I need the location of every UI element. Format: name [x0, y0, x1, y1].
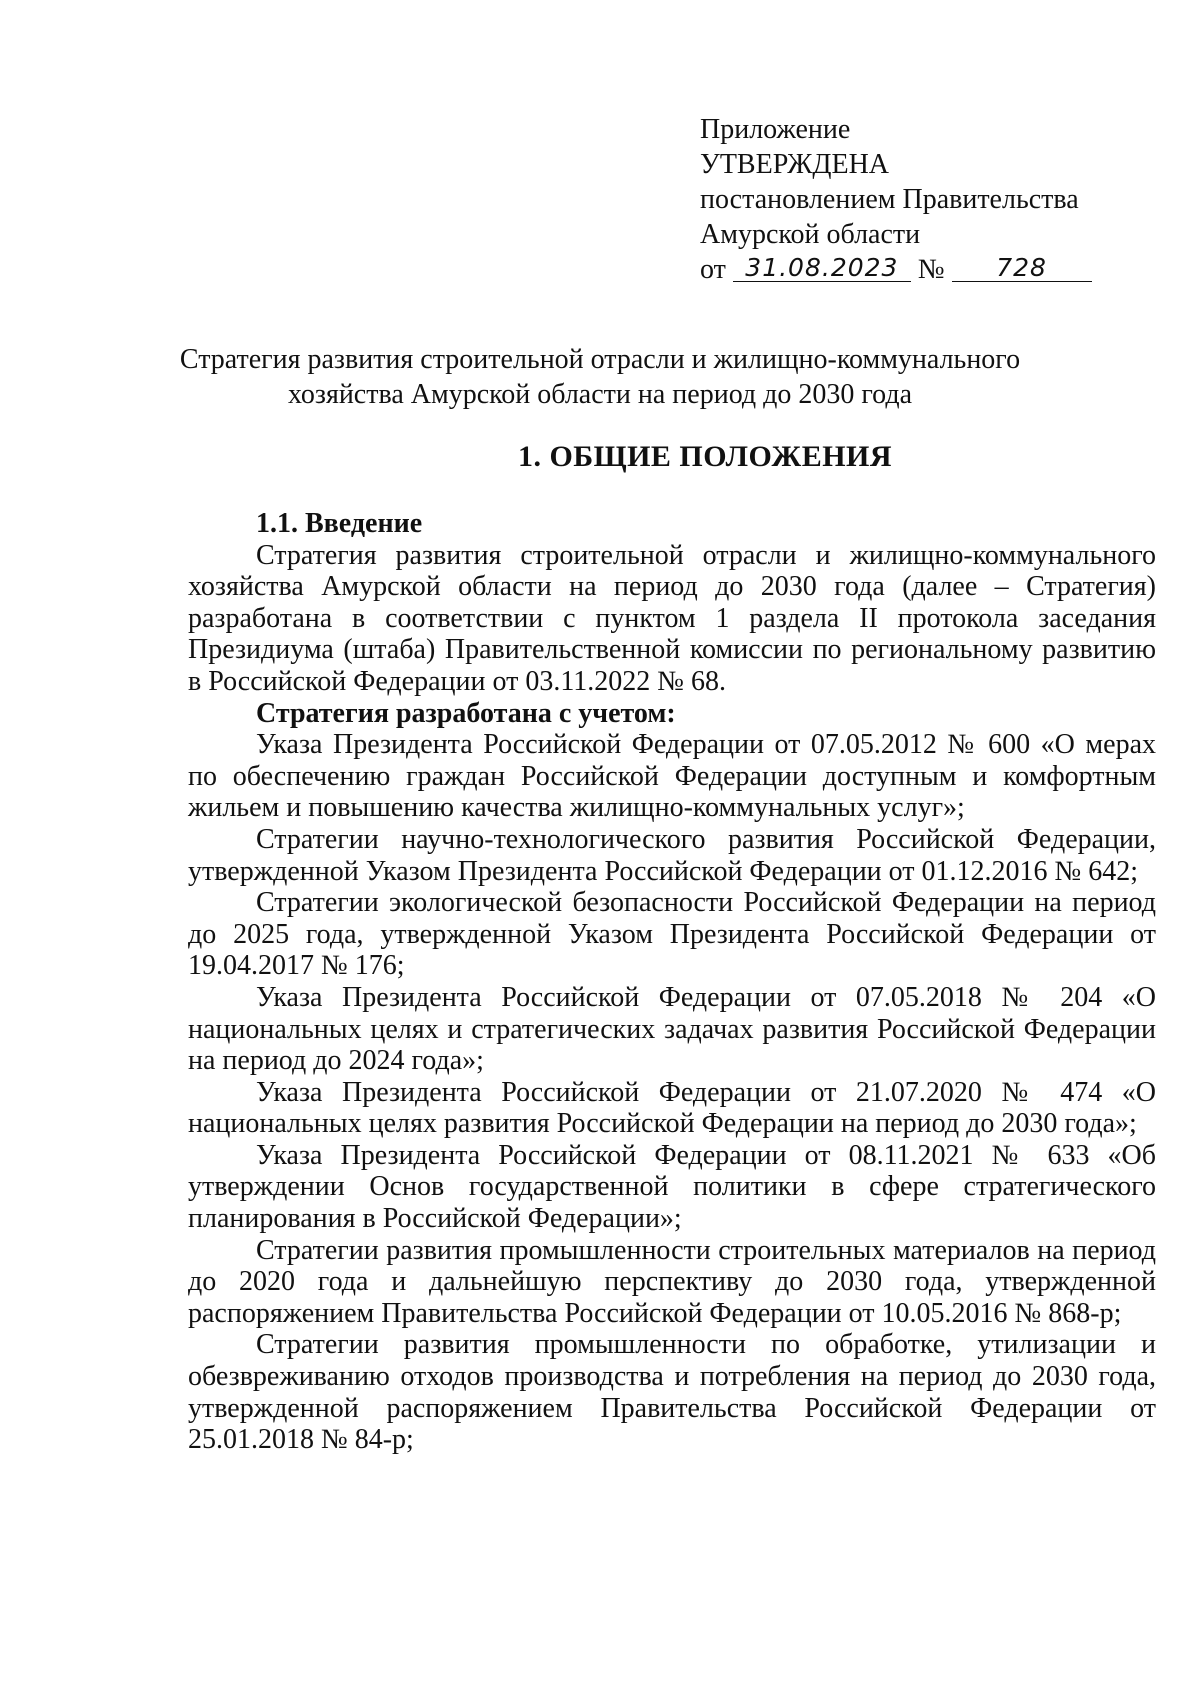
intro-paragraph: Стратегия развития строительной отрасли и жилищно-коммунального хозяйства Амурской области на период до 2030 года (далее – Стратегия) разработана в соответствии с пунктом 1 раздела II протокола заседания Президиума (штаба) Правительственной комиссии по региональному развитию в Российской Федерации от 03.11.2022 № 68. — [188, 539, 1156, 697]
basis-item: Стратегии развития промышленности по обработке, утилизации и обезвреживанию отходов производства и потребления на период до 2030 года, утвержденной распоряжением Правительства Российской Федерации от 25.01.2018 № 84-р; — [188, 1329, 1156, 1456]
document-title-line-1: Стратегия развития строительной отрасли и жилищно-коммунального — [179, 344, 1021, 375]
approval-number-label: № — [917, 254, 945, 285]
basis-item: Стратегии научно-технологического развития Российской Федерации, утвержденной Указом Президента Российской Федерации от 01.12.2016 № 642; — [188, 823, 1156, 887]
approval-approved-label: УТВЕРЖДЕНА — [700, 149, 890, 180]
section-heading: 1. ОБЩИЕ ПОЛОЖЕНИЯ — [517, 440, 893, 473]
approval-block — [700, 112, 1100, 287]
basis-item: Указа Президента Российской Федерации от 07.05.2012 № 600 «О мерах по обеспечению граждан Российской Федерации доступным и комфортным жильем и повышению качества жилищно-коммунальных услуг»; — [188, 729, 1156, 824]
basis-item: Указа Президента Российской Федерации от 21.07.2020 № 474 «О национальных целях развития Российской Федерации на период до 2030 года»; — [188, 1076, 1156, 1140]
subsection-heading: 1.1. Введение — [256, 508, 423, 539]
document-title — [150, 342, 1050, 412]
basis-item: Стратегии развития промышленности строительных материалов на период до 2020 года и дальнейшую перспективу до 2030 года, утвержденной распоряжением Правительства Российской Федерации от 10.05.2016 № 868-р; — [188, 1234, 1156, 1329]
basis-item: Указа Президента Российской Федерации от 08.11.2021 № 633 «Об утверждении Основ государственной политики в сфере стратегического планирования в Российской Федерации»; — [188, 1139, 1156, 1235]
approval-resolution-label: постановлением Правительства — [700, 184, 1079, 215]
approval-date-prefix: от — [700, 254, 726, 285]
approval-annex-label: Приложение — [700, 114, 851, 145]
approval-number-handwritten: 728 — [952, 255, 1092, 282]
basis-item: Указа Президента Российской Федерации от 07.05.2018 № 204 «О национальных целях и стратегических задачах развития Российской Федерации на период до 2024 года»; — [188, 981, 1156, 1077]
basis-heading: Стратегия разработана с учетом: — [256, 697, 676, 729]
document-body — [188, 508, 1156, 1456]
document-title-line-2: хозяйства Амурской области на период до 2030 года — [287, 379, 913, 410]
approval-date-line — [700, 252, 1100, 287]
approval-date-handwritten: 31.08.2023 — [733, 255, 911, 282]
approval-region-label: Амурской области — [700, 219, 921, 250]
basis-item: Стратегии экологической безопасности Российской Федерации на период до 2025 года, утвержденной Указом Президента Российской Федерации от 19.04.2017 № 176; — [188, 887, 1156, 982]
